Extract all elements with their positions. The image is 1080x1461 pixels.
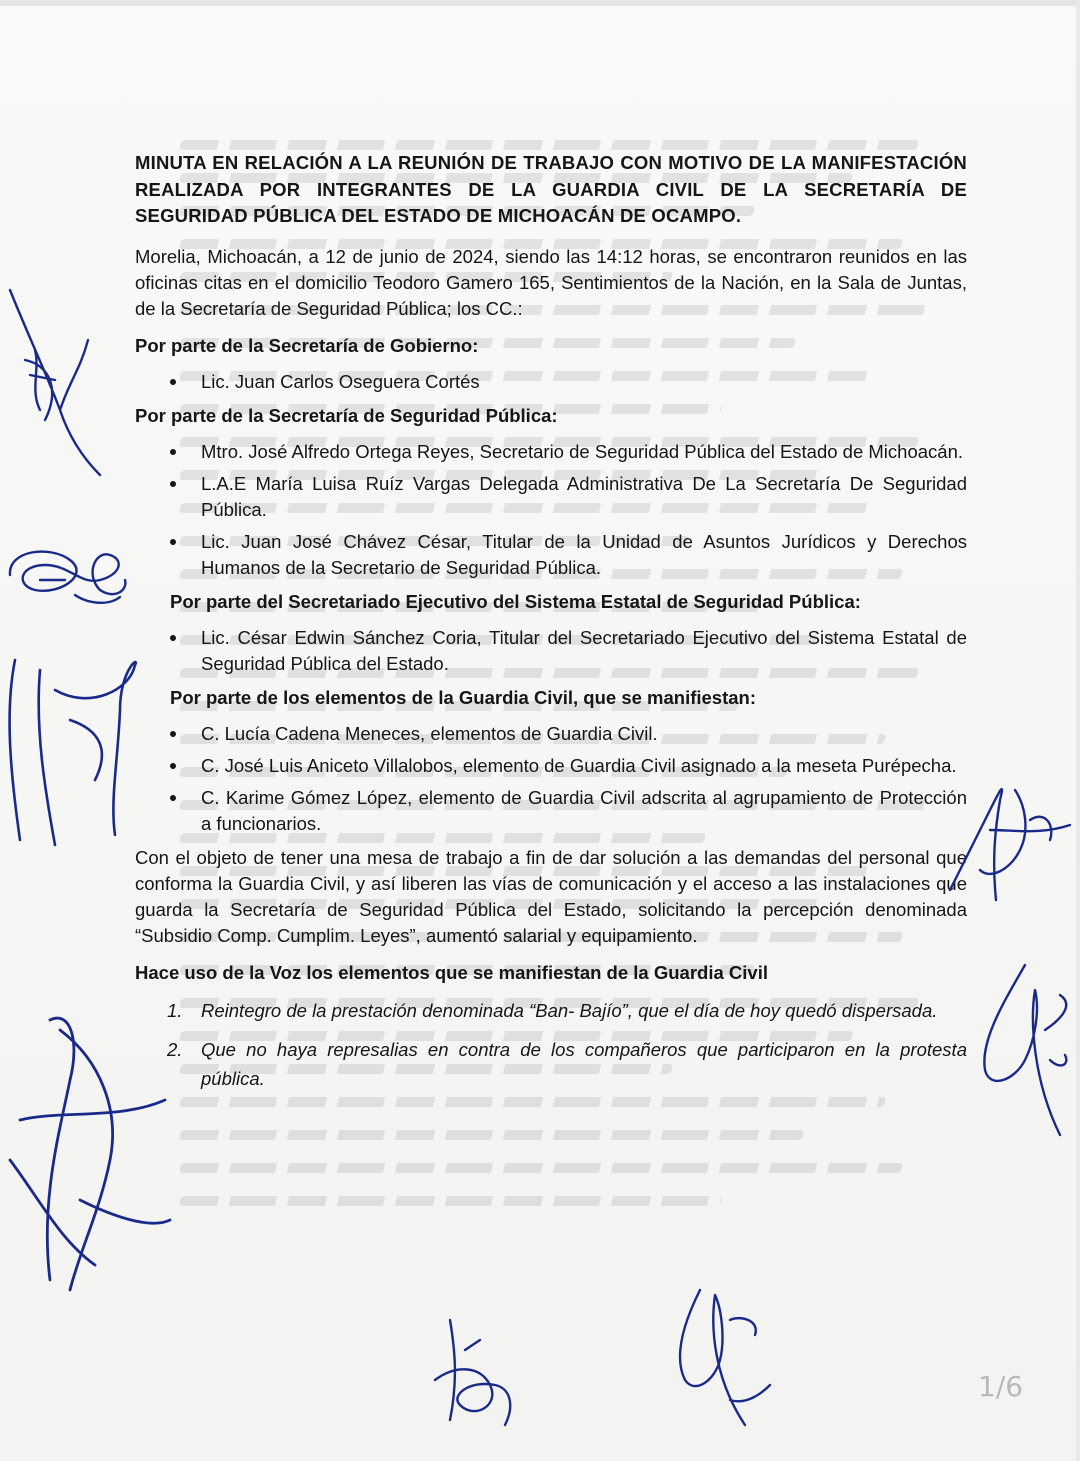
signature-bottom-center	[420, 1310, 530, 1440]
document-body	[135, 150, 967, 1103]
document-title: MINUTA EN RELACIÓN A LA REUNIÓN DE TRABAJO CON MOTIVO DE LA MANIFESTACIÓN REALIZADA POR INTEGRANTES DE LA GUARDIA CIVIL DE LA SECRETARÍA DE SEGURIDAD PÚBLICA DEL ESTADO DE MICHOACÁN DE OCAMPO.	[135, 152, 967, 226]
attendee-item: L.A.E María Luisa Ruíz Vargas Delegada Administrativa De La Secretaría De Seguridad Pública.	[135, 471, 967, 523]
section-heading-seguridad: Por parte de la Secretaría de Seguridad Pública:	[135, 404, 558, 426]
signature-left-top	[0, 280, 130, 480]
page-number: 1/6	[978, 1370, 1024, 1403]
intro-paragraph: Morelia, Michoacán, a 12 de junio de 2024, siendo las 14:12 horas, se encontraron reunidos en las oficinas citas en el domicilio Teodoro Gamero 165, Sentimientos de la Nación, en la Sala de Juntas, de la Secretaría de Seguridad Pública; los CC.:	[135, 245, 967, 319]
attendee-item: Mtro. José Alfredo Ortega Reyes, Secretario de Seguridad Pública del Estado de Michoacán.	[135, 439, 967, 465]
attendee-list-gobierno	[135, 369, 967, 395]
demand-text: Que no haya represalias en contra de los compañeros que participaron en la protesta pública.	[201, 1038, 967, 1089]
voice-heading: Hace uso de la Voz los elementos que se manifiestan de la Guardia Civil	[135, 961, 768, 983]
attendee-list-secretariado	[135, 625, 967, 677]
attendee-item: C. José Luis Aniceto Villalobos, elemento de Guardia Civil asignado a la meseta Purépecha.	[135, 753, 967, 779]
signature-right-bottom	[965, 960, 1080, 1145]
signature-left-initials	[0, 535, 135, 610]
demand-item	[135, 996, 967, 1025]
scan-edge-top	[0, 0, 1080, 6]
demand-item	[135, 1035, 967, 1093]
objective-paragraph: Con el objeto de tener una mesa de trabajo a fin de dar solución a las demandas del personal que conforma la Guardia Civil, y así liberen las vías de comunicación y el acceso a las instalaciones que guarda la Secretaría de Seguridad Pública del Estado, solicitando la percepción denominada “Subsidio Comp. Cumplim. Leyes”, aumentó salarial y equipamiento.	[135, 846, 967, 946]
demand-number: 2.	[167, 1038, 183, 1060]
section-heading-guardia: Por parte de los elementos de la Guardia Civil, que se manifiestan:	[170, 686, 757, 708]
attendee-item: Lic. César Edwin Sánchez Coria, Titular del Secretariado Ejecutivo del Sistema Estatal de Seguridad Pública del Estado.	[135, 625, 967, 677]
section-heading-secretariado: Por parte del Secretariado Ejecutivo del Sistema Estatal de Seguridad Pública:	[170, 590, 861, 612]
attendee-list-guardia	[135, 721, 967, 837]
scan-edge-right	[1076, 0, 1080, 1461]
attendee-item: C. Karime Gómez López, elemento de Guardia Civil adscrita al agrupamiento de Protección a funcionarios.	[135, 785, 967, 837]
attendee-item: C. Lucía Cadena Meneces, elementos de Guardia Civil.	[135, 721, 967, 747]
signature-left-middle	[0, 650, 150, 850]
signature-bottom-right	[660, 1280, 780, 1430]
demands-list	[135, 996, 967, 1093]
attendee-item: Lic. Juan Carlos Oseguera Cortés	[135, 369, 967, 395]
demand-number: 1.	[167, 999, 183, 1021]
section-heading-gobierno: Por parte de la Secretaría de Gobierno:	[135, 334, 479, 356]
attendee-item: Lic. Juan José Chávez César, Titular de la Unidad de Asuntos Jurídicos y Derechos Humanos de la Secretario de Seguridad Pública.	[135, 529, 967, 581]
attendee-list-seguridad	[135, 439, 967, 581]
demand-text: Reintegro de la prestación denominada “Ban- Bajío”, que el día de hoy quedó dispersada.	[201, 999, 938, 1021]
